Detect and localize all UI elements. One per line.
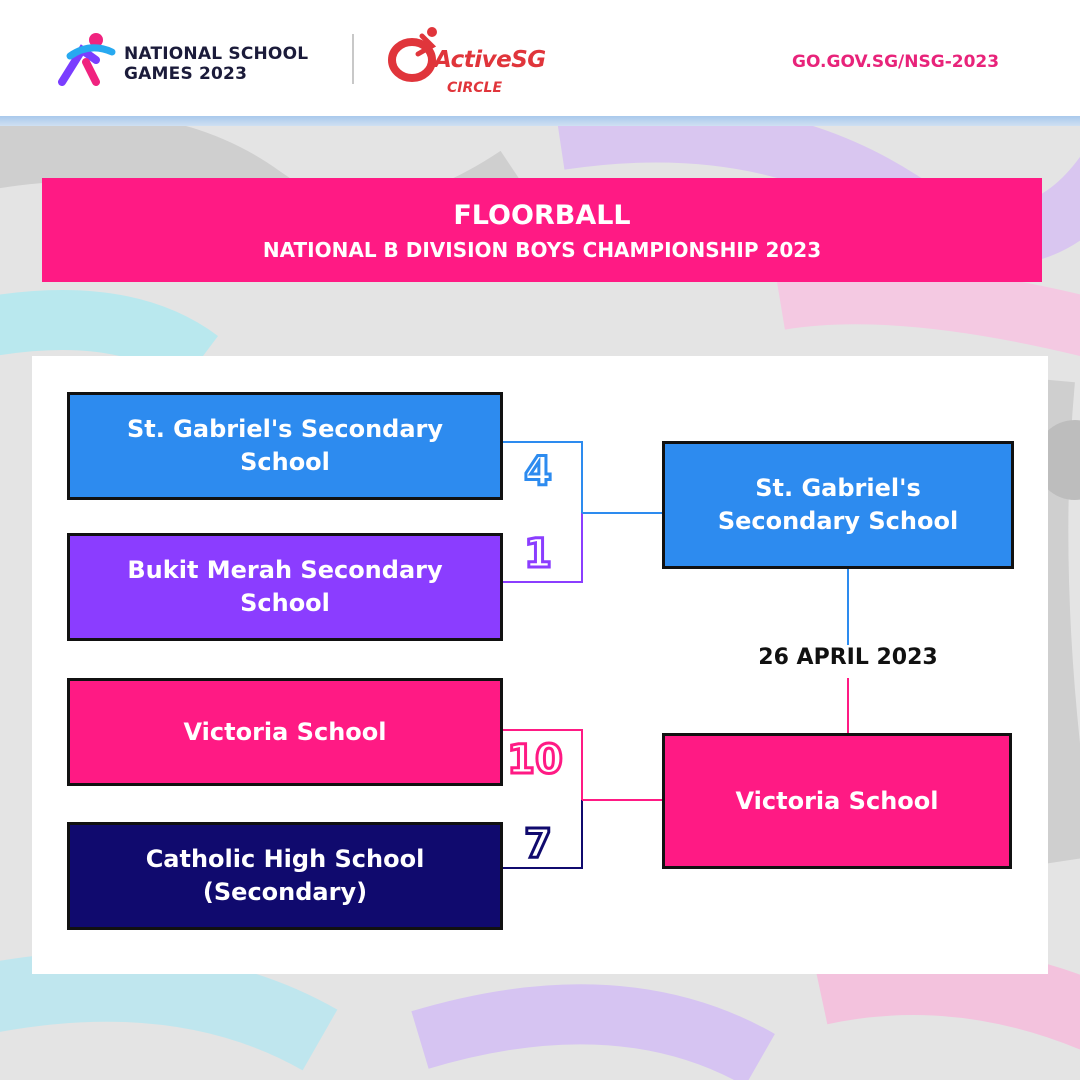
activesg-circle-label: CIRCLE <box>447 80 503 96</box>
team-box-semi1-bottom <box>67 533 503 641</box>
team-name: Catholic High School (Secondary) <box>145 845 425 906</box>
team-box-final-bottom <box>662 733 1012 869</box>
activesg-wordmark: ActiveSG <box>434 47 546 73</box>
nsg-line-2: GAMES 2023 <box>124 64 248 84</box>
team-box-final-top <box>662 441 1014 569</box>
team-name: St. Gabriel's Secondary School <box>126 415 444 476</box>
sport-title: FLOORBALL <box>453 200 631 231</box>
score-semi2-bottom: 7 <box>524 821 552 867</box>
team-name: Victoria School <box>183 717 387 746</box>
score-semi2-top: 10 <box>507 737 563 783</box>
score-semi1-bottom: 1 <box>524 531 552 577</box>
team-box-semi1-top <box>67 392 503 500</box>
nsg-line-1: NATIONAL SCHOOL <box>124 44 309 64</box>
team-name: St. Gabriel's Secondary School <box>717 474 959 535</box>
team-box-semi2-bottom <box>67 822 503 930</box>
team-name: Bukit Merah Secondary School <box>127 556 443 617</box>
nsg-website-link[interactable]: GO.GOV.SG/NSG-2023 <box>792 52 1000 72</box>
championship-title: NATIONAL B DIVISION BOYS CHAMPIONSHIP 2023 <box>262 238 822 262</box>
final-date: 26 APRIL 2023 <box>730 645 966 670</box>
team-name: Victoria School <box>735 786 939 815</box>
team-box-semi2-top <box>67 678 503 786</box>
score-semi1-top: 4 <box>524 449 552 495</box>
